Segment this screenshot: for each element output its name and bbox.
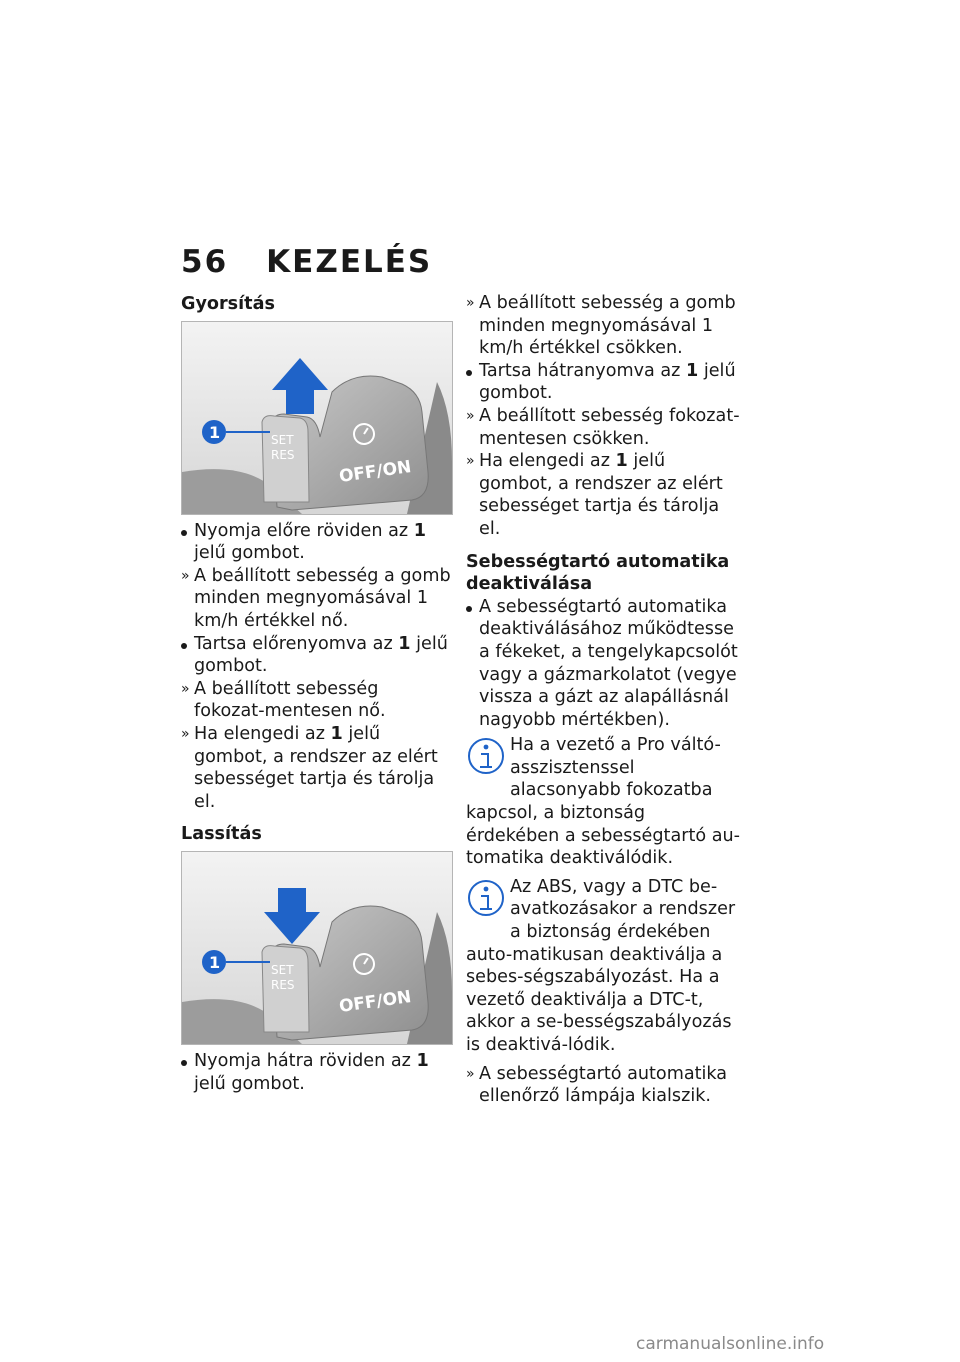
speedup-list <box>181 520 453 814</box>
slowdown-figure <box>181 851 453 1045</box>
list-item-text <box>479 405 741 450</box>
item-key-number: 1 <box>416 1050 429 1071</box>
page-number: 56 <box>181 244 229 280</box>
list-item-text <box>194 723 453 813</box>
result-arrow-icon: » <box>181 680 190 697</box>
list-item <box>466 360 741 405</box>
bullet-icon <box>181 1050 194 1095</box>
item-key-number: 1 <box>413 520 426 541</box>
result-arrow-icon: » <box>466 295 475 311</box>
right-column <box>466 292 741 1108</box>
list-item <box>181 678 453 723</box>
section-title: KEZELÉS <box>266 244 433 280</box>
list-item <box>181 1050 453 1095</box>
item-text-post: jelű gombot. <box>194 1073 305 1094</box>
speedup-heading: Gyorsítás <box>181 294 275 314</box>
slowdown-list <box>181 1050 453 1095</box>
list-item <box>466 596 741 732</box>
list-item-text <box>194 565 453 633</box>
res-label-2: RES <box>271 977 295 992</box>
list-item-text <box>194 1050 453 1095</box>
list-item-text <box>194 520 453 565</box>
slowdown-heading: Lassítás <box>181 824 262 845</box>
note-1-text: Ha a vezető a Pro váltó-asszisztenssel alacsonyabb fokozatba kapcsol, a biztonság érdekében a sebességtartó au-tomatika deaktiválódik. <box>466 735 740 869</box>
result-arrow-icon: » <box>181 725 190 742</box>
item-text-pre: Ha elengedi az <box>194 723 331 744</box>
list-item-text <box>479 596 741 732</box>
item-text-pre: A beállított sebesség fokozat-mentesen csökken. <box>479 405 740 449</box>
list-item <box>181 633 453 678</box>
list-item <box>466 292 741 360</box>
bullet-icon <box>466 596 479 732</box>
info-note-2 <box>466 876 741 1057</box>
set-label-2: SET <box>271 962 294 977</box>
list-item-text <box>479 1063 741 1108</box>
result-arrow-icon: » <box>466 407 475 424</box>
res-label: RES <box>271 447 295 462</box>
info-icon <box>466 878 506 922</box>
slowdown-list-continued <box>466 292 741 541</box>
info-note-1 <box>466 734 741 870</box>
item-text-pre: Nyomja előre röviden az <box>194 520 414 541</box>
offon-label-2: OFF/ON <box>337 986 413 1017</box>
callout-1-b: 1 <box>209 952 221 972</box>
list-item-text <box>479 450 741 540</box>
item-text-post: jelű gombot. <box>479 360 736 404</box>
page-header <box>181 244 432 280</box>
item-key-number: 1 <box>330 723 343 744</box>
list-item-text <box>479 360 741 405</box>
deactivate-heading: Sebességtartó automatika deaktiválása <box>466 551 730 595</box>
item-text-pre: A sebességtartó automatika ellenőrző lámpája kialszik. <box>479 1063 728 1107</box>
item-text-pre: Ha elengedi az <box>479 451 616 472</box>
speedup-figure <box>181 321 453 515</box>
info-icon <box>466 736 506 780</box>
item-key-number: 1 <box>686 360 699 381</box>
list-item <box>181 520 453 565</box>
result-arrow-icon: » <box>181 567 190 584</box>
result-arrow-icon: » <box>466 453 475 470</box>
list-item <box>466 450 741 540</box>
list-item <box>181 565 453 633</box>
set-label: SET <box>271 432 294 447</box>
item-key-number: 1 <box>615 451 628 472</box>
item-text-pre: A sebességtartó automatika deaktiválásához működtesse a fékeket, a tengelykapcsolót vagy a gázmarkolatot (vegye vissza a gázt az alapállásnál nagyobb mértékben). <box>479 596 738 730</box>
item-text-pre: Tartsa előrenyomva az <box>194 633 399 654</box>
list-item-text <box>194 633 453 678</box>
item-text-post: jelű gombot, a rendszer az elért sebességet tartja és tárolja el. <box>479 451 723 539</box>
item-key-number: 1 <box>398 633 411 654</box>
list-item-text <box>194 678 453 723</box>
left-column <box>181 293 453 1095</box>
item-text-pre: Tartsa hátranyomva az <box>479 360 686 381</box>
deactivate-list <box>466 596 741 732</box>
callout-1: 1 <box>209 422 221 442</box>
list-item <box>466 1063 741 1108</box>
item-text-pre: A beállított sebesség a gomb minden megnyomásával 1 km/h értékkel nő. <box>194 565 451 631</box>
list-item <box>181 723 453 813</box>
list-item <box>466 405 741 450</box>
item-text-post: jelű gombot. <box>194 543 305 564</box>
offon-label: OFF/ON <box>337 456 413 487</box>
list-item-text <box>479 292 741 360</box>
item-text-pre: A beállított sebesség fokozat-mentesen nő. <box>194 678 386 722</box>
final-list <box>466 1063 741 1108</box>
item-text-post: jelű gombot, a rendszer az elért sebességet tartja és tárolja el. <box>194 723 438 812</box>
item-text-pre: A beállított sebesség a gomb minden megnyomásával 1 km/h értékkel csökken. <box>479 293 736 359</box>
item-text-pre: Nyomja hátra röviden az <box>194 1050 417 1071</box>
result-arrow-icon: » <box>466 1065 475 1082</box>
item-text-post: jelű gombot. <box>194 633 448 677</box>
bullet-icon <box>181 633 194 678</box>
bullet-icon <box>466 360 479 405</box>
watermark: carmanualsonline.info <box>636 1334 825 1354</box>
note-2-text: Az ABS, vagy a DTC be-avatkozásakor a rendszer a biztonság érdekében auto-matikusan deaktiválja a sebes-ségszabályozást. Ha a vezető deaktiválja a DTC-t, akkor a se-bességszabályozás is deaktivá-lódik. <box>466 876 736 1055</box>
bullet-icon <box>181 520 194 565</box>
